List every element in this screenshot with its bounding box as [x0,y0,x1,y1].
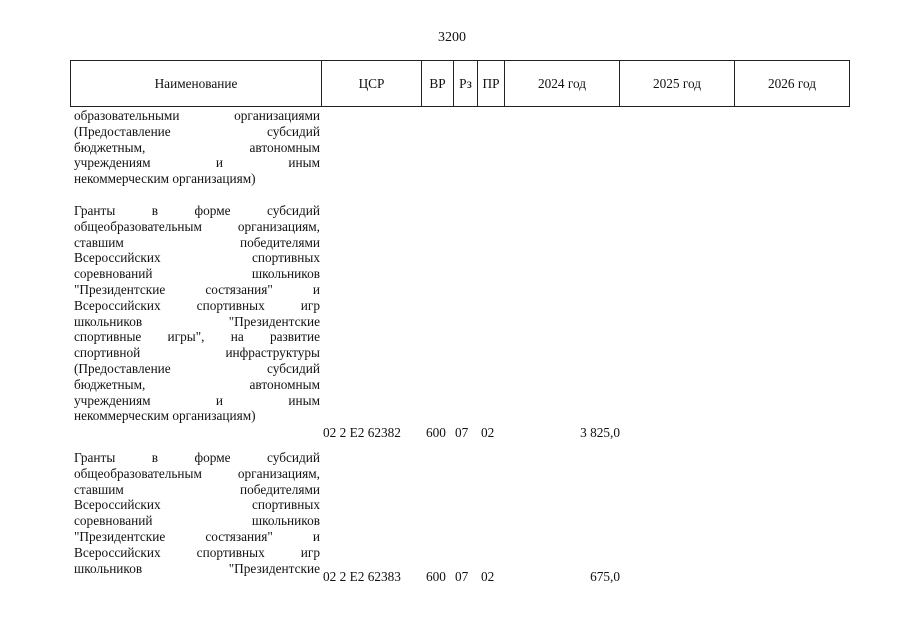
name-line: общеобразовательным организациям, [74,218,320,234]
rz-code: 07 [455,569,469,584]
name-line: общеобразовательным организациям, [74,465,320,481]
header-csr: ЦСР [322,61,422,106]
name-line: Всероссийских спортивных игр [74,297,320,313]
name-line: школьников "Президентские [74,313,320,329]
page-number: 3200 [438,30,466,45]
header-2024: 2024 год [505,61,620,106]
vr-code: 600 [426,569,446,584]
name-line: "Президентские состязания" и [74,528,320,544]
name-line: соревнований школьников [74,513,320,529]
name-line: спортивной инфраструктуры [74,345,320,361]
header-name: Наименование [71,61,322,106]
pr-code: 02 [481,425,495,440]
name-line: Всероссийских спортивных игр [74,544,320,560]
name-line: школьников "Президентские [74,560,320,576]
name-line: учреждениям и иным [74,392,320,408]
row-name-cell [74,203,320,424]
name-line: ставшим победителями [74,234,320,250]
name-line: ставшим победителями [74,481,320,497]
name-line: Всероссийских спортивных [74,250,320,266]
rz-code: 07 [455,425,469,440]
header-2026: 2026 год [767,76,817,91]
csr-code: 02 2 Е2 62382 [323,425,401,440]
header-rz: Рз [454,61,478,106]
table-header [70,60,850,107]
name-line: (Предоставление субсидий [74,123,320,139]
name-line: учреждениям и иным [74,155,320,171]
header-vr: ВР [422,61,454,106]
header-2025: 2025 год [620,61,735,106]
name-line: бюджетным, автономным [74,139,320,155]
name-line: "Президентские состязания" и [74,281,320,297]
vr-code: 600 [426,425,446,440]
row-name-cell [74,450,320,576]
name-line: бюджетным, автономным [74,376,320,392]
name-line: Гранты в форме субсидий [74,203,320,218]
name-line: Гранты в форме субсидий [74,450,320,465]
row-name-cell [74,108,320,187]
name-line: Всероссийских спортивных [74,497,320,513]
header-pr: ПР [478,61,505,106]
pr-code: 02 [481,569,495,584]
name-line: образовательными организациями [74,108,320,123]
name-line: некоммерческим организациям) [74,171,256,187]
name-line: спортивные игры", на развитие [74,329,320,345]
amount-2024: 3 825,0 [580,425,620,440]
name-line: некоммерческим организациям) [74,408,256,424]
name-line: (Предоставление субсидий [74,360,320,376]
amount-2024: 675,0 [590,569,620,584]
name-line: соревнований школьников [74,266,320,282]
csr-code: 02 2 Е2 62383 [323,569,401,584]
